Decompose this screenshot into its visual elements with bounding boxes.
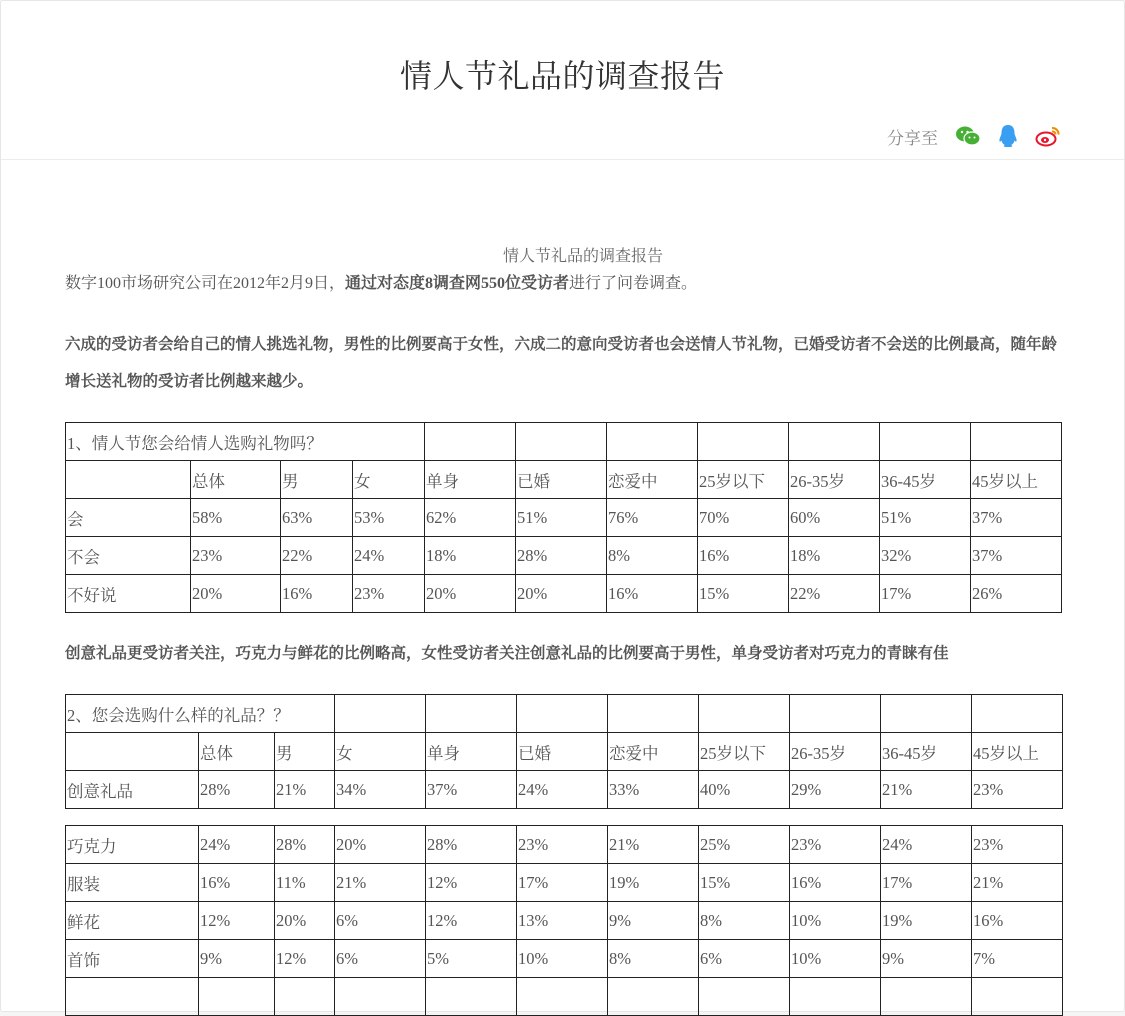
table-cell: 25% [699,826,790,864]
intro-bold: 通过对态度8调查网550位受访者 [345,275,570,292]
header-cell: 45岁以上 [972,733,1063,771]
article-header [1,1,1124,160]
table-cell: 19% [608,864,699,902]
summary-paragraph-2: 创意礼品更受访者关注，巧克力与鲜花的比例略高，女性受访者关注创意礼品的比例要高于男性，单身受访者对巧克力的青睐有佳 [65,644,949,662]
table-cell: 18% [789,537,880,575]
table-cell: 创意礼品 [66,771,199,809]
table-cell: 6% [335,902,426,940]
table-cell: 32% [880,537,971,575]
weibo-icon[interactable] [1034,123,1062,149]
table-cell: 10% [790,940,881,978]
table-cell: 5% [426,940,517,978]
table-cell: 23% [790,826,881,864]
table-row [66,864,1063,902]
table-row [66,575,1062,613]
table-cell: 16% [790,864,881,902]
table-cell: 24% [881,826,972,864]
table-cell: 21% [275,771,335,809]
header-row [66,733,1063,771]
table-cell: 23% [517,826,608,864]
table-row [66,978,1063,1016]
header-cell: 单身 [425,461,516,499]
table-cell: 23% [191,537,281,575]
table-cell: 51% [516,499,607,537]
table-cell [608,978,699,1016]
header-cell: 26-35岁 [789,461,880,499]
table-cell: 34% [335,771,426,809]
header-cell: 恋爱中 [607,461,698,499]
table-cell: 6% [335,940,426,978]
header-cell: 男 [281,461,353,499]
table-cell: 20% [516,575,607,613]
table-cell: 20% [335,826,426,864]
table-cell: 不会 [66,537,191,575]
qq-icon[interactable] [994,123,1022,149]
header-cell: 25岁以下 [699,733,790,771]
table-cell: 37% [426,771,517,809]
page-title: 情人节礼品的调查报告 [399,57,725,95]
table-cell: 16% [698,537,789,575]
question-cell: 1、情人节您会给情人选购礼物吗？ [66,423,425,461]
table-cell: 9% [881,940,972,978]
table-cell: 22% [789,575,880,613]
share-label: 分享至 [887,128,938,149]
table-cell: 63% [281,499,353,537]
share-bar [887,123,1062,149]
table-cell: 17% [517,864,608,902]
question-cell: 2、您会选购什么样的礼品？？ [66,695,335,733]
table-cell [790,695,881,733]
summary-paragraph-1: 六成的受访者会给自己的情人挑选礼物，男性的比例要高于女性，六成二的意向受访者也会送情人节礼物，已婚受访者不会送的比例最高，随年龄增长送礼物的受访者比例越来越少。 [65,335,1058,390]
table-cell: 53% [353,499,425,537]
table-cell: 21% [881,771,972,809]
table-cell: 21% [608,826,699,864]
table-cell: 23% [972,826,1063,864]
table-cell [698,423,789,461]
header-cell [66,461,191,499]
table-cell: 24% [199,826,275,864]
table-cell [426,978,517,1016]
header-cell: 总体 [191,461,281,499]
intro-paragraph [65,271,1061,297]
table-cell [335,695,426,733]
table-cell: 76% [607,499,698,537]
table-cell: 12% [199,902,275,940]
table-cell: 21% [972,864,1063,902]
table-cell [425,423,516,461]
table-cell: 24% [517,771,608,809]
table-cell: 17% [881,864,972,902]
table-cell: 8% [699,902,790,940]
table-cell [608,695,699,733]
table-cell: 9% [199,940,275,978]
table-cell: 37% [971,499,1062,537]
article-subtitle: 情人节礼品的调查报告 [502,246,663,265]
header-cell: 26-35岁 [790,733,881,771]
table-cell: 19% [881,902,972,940]
table-cell: 20% [275,902,335,940]
table-cell: 13% [517,902,608,940]
table-cell: 22% [281,537,353,575]
table-cell: 首饰 [66,940,199,978]
table-cell: 15% [699,864,790,902]
wechat-icon[interactable] [954,123,982,149]
table-cell [881,695,972,733]
table-cell: 12% [275,940,335,978]
table-row [66,423,1062,461]
header-cell: 25岁以下 [698,461,789,499]
table-cell [972,695,1063,733]
table-cell [789,423,880,461]
table-row [66,537,1062,575]
table-cell [971,423,1062,461]
table-cell: 9% [608,902,699,940]
table-cell: 20% [425,575,516,613]
table-cell: 17% [880,575,971,613]
table-cell: 28% [275,826,335,864]
header-cell: 已婚 [517,733,608,771]
table-cell: 11% [275,864,335,902]
header-cell: 恋爱中 [608,733,699,771]
table-cell: 60% [789,499,880,537]
table-row [66,695,1063,733]
table-cell: 12% [426,902,517,940]
table-cell: 28% [199,771,275,809]
table-cell: 24% [353,537,425,575]
header-cell: 36-45岁 [880,461,971,499]
table-cell: 70% [698,499,789,537]
table-cell [880,423,971,461]
table-cell [699,695,790,733]
table-row [66,940,1063,978]
table-cell [335,978,426,1016]
header-cell: 36-45岁 [881,733,972,771]
survey-table-3 [65,825,1063,1016]
table-cell: 20% [191,575,281,613]
table-row [66,902,1063,940]
table-cell: 33% [608,771,699,809]
table-cell: 会 [66,499,191,537]
header-cell [66,733,199,771]
header-cell: 45岁以上 [971,461,1062,499]
table-cell [275,978,335,1016]
table-cell: 8% [607,537,698,575]
intro-plain: 数字100市场研究公司在2012年2月9日， [65,275,346,292]
header-cell: 总体 [199,733,275,771]
header-cell: 已婚 [516,461,607,499]
table-cell [199,978,275,1016]
table-cell [881,978,972,1016]
table-cell: 8% [608,940,699,978]
table-cell: 21% [335,864,426,902]
table-cell: 15% [698,575,789,613]
table-cell: 37% [971,537,1062,575]
table-cell: 鲜花 [66,902,199,940]
table-cell [426,695,517,733]
table-cell [517,695,608,733]
header-cell: 单身 [426,733,517,771]
survey-table-1 [65,422,1062,613]
table-cell: 7% [972,940,1063,978]
table-cell: 40% [699,771,790,809]
header-cell: 男 [275,733,335,771]
table-cell: 51% [880,499,971,537]
table-cell: 16% [607,575,698,613]
table-cell [516,423,607,461]
table-cell [972,978,1063,1016]
table-cell: 29% [790,771,881,809]
table-cell [790,978,881,1016]
table-cell: 不好说 [66,575,191,613]
table-cell: 16% [199,864,275,902]
table-row [66,771,1063,809]
table-cell: 28% [516,537,607,575]
table-row [66,826,1063,864]
table-cell: 62% [425,499,516,537]
table-cell [699,978,790,1016]
table-cell: 服装 [66,864,199,902]
table-cell: 18% [425,537,516,575]
survey-table-2 [65,694,1063,809]
table-cell: 16% [281,575,353,613]
table-cell: 10% [790,902,881,940]
header-cell: 女 [353,461,425,499]
table-row [66,499,1062,537]
table-cell [607,423,698,461]
intro-tail: 进行了问卷调查。 [569,275,698,292]
table-cell: 23% [972,771,1063,809]
table-cell: 23% [353,575,425,613]
table-cell: 12% [426,864,517,902]
article-body [65,241,1061,1016]
header-row [66,461,1062,499]
table-cell [517,978,608,1016]
table-cell [66,978,199,1016]
table-cell: 26% [971,575,1062,613]
header-cell: 女 [335,733,426,771]
table-cell: 10% [517,940,608,978]
table-cell: 巧克力 [66,826,199,864]
table-cell: 6% [699,940,790,978]
table-cell: 58% [191,499,281,537]
table-cell: 16% [972,902,1063,940]
table-cell: 28% [426,826,517,864]
